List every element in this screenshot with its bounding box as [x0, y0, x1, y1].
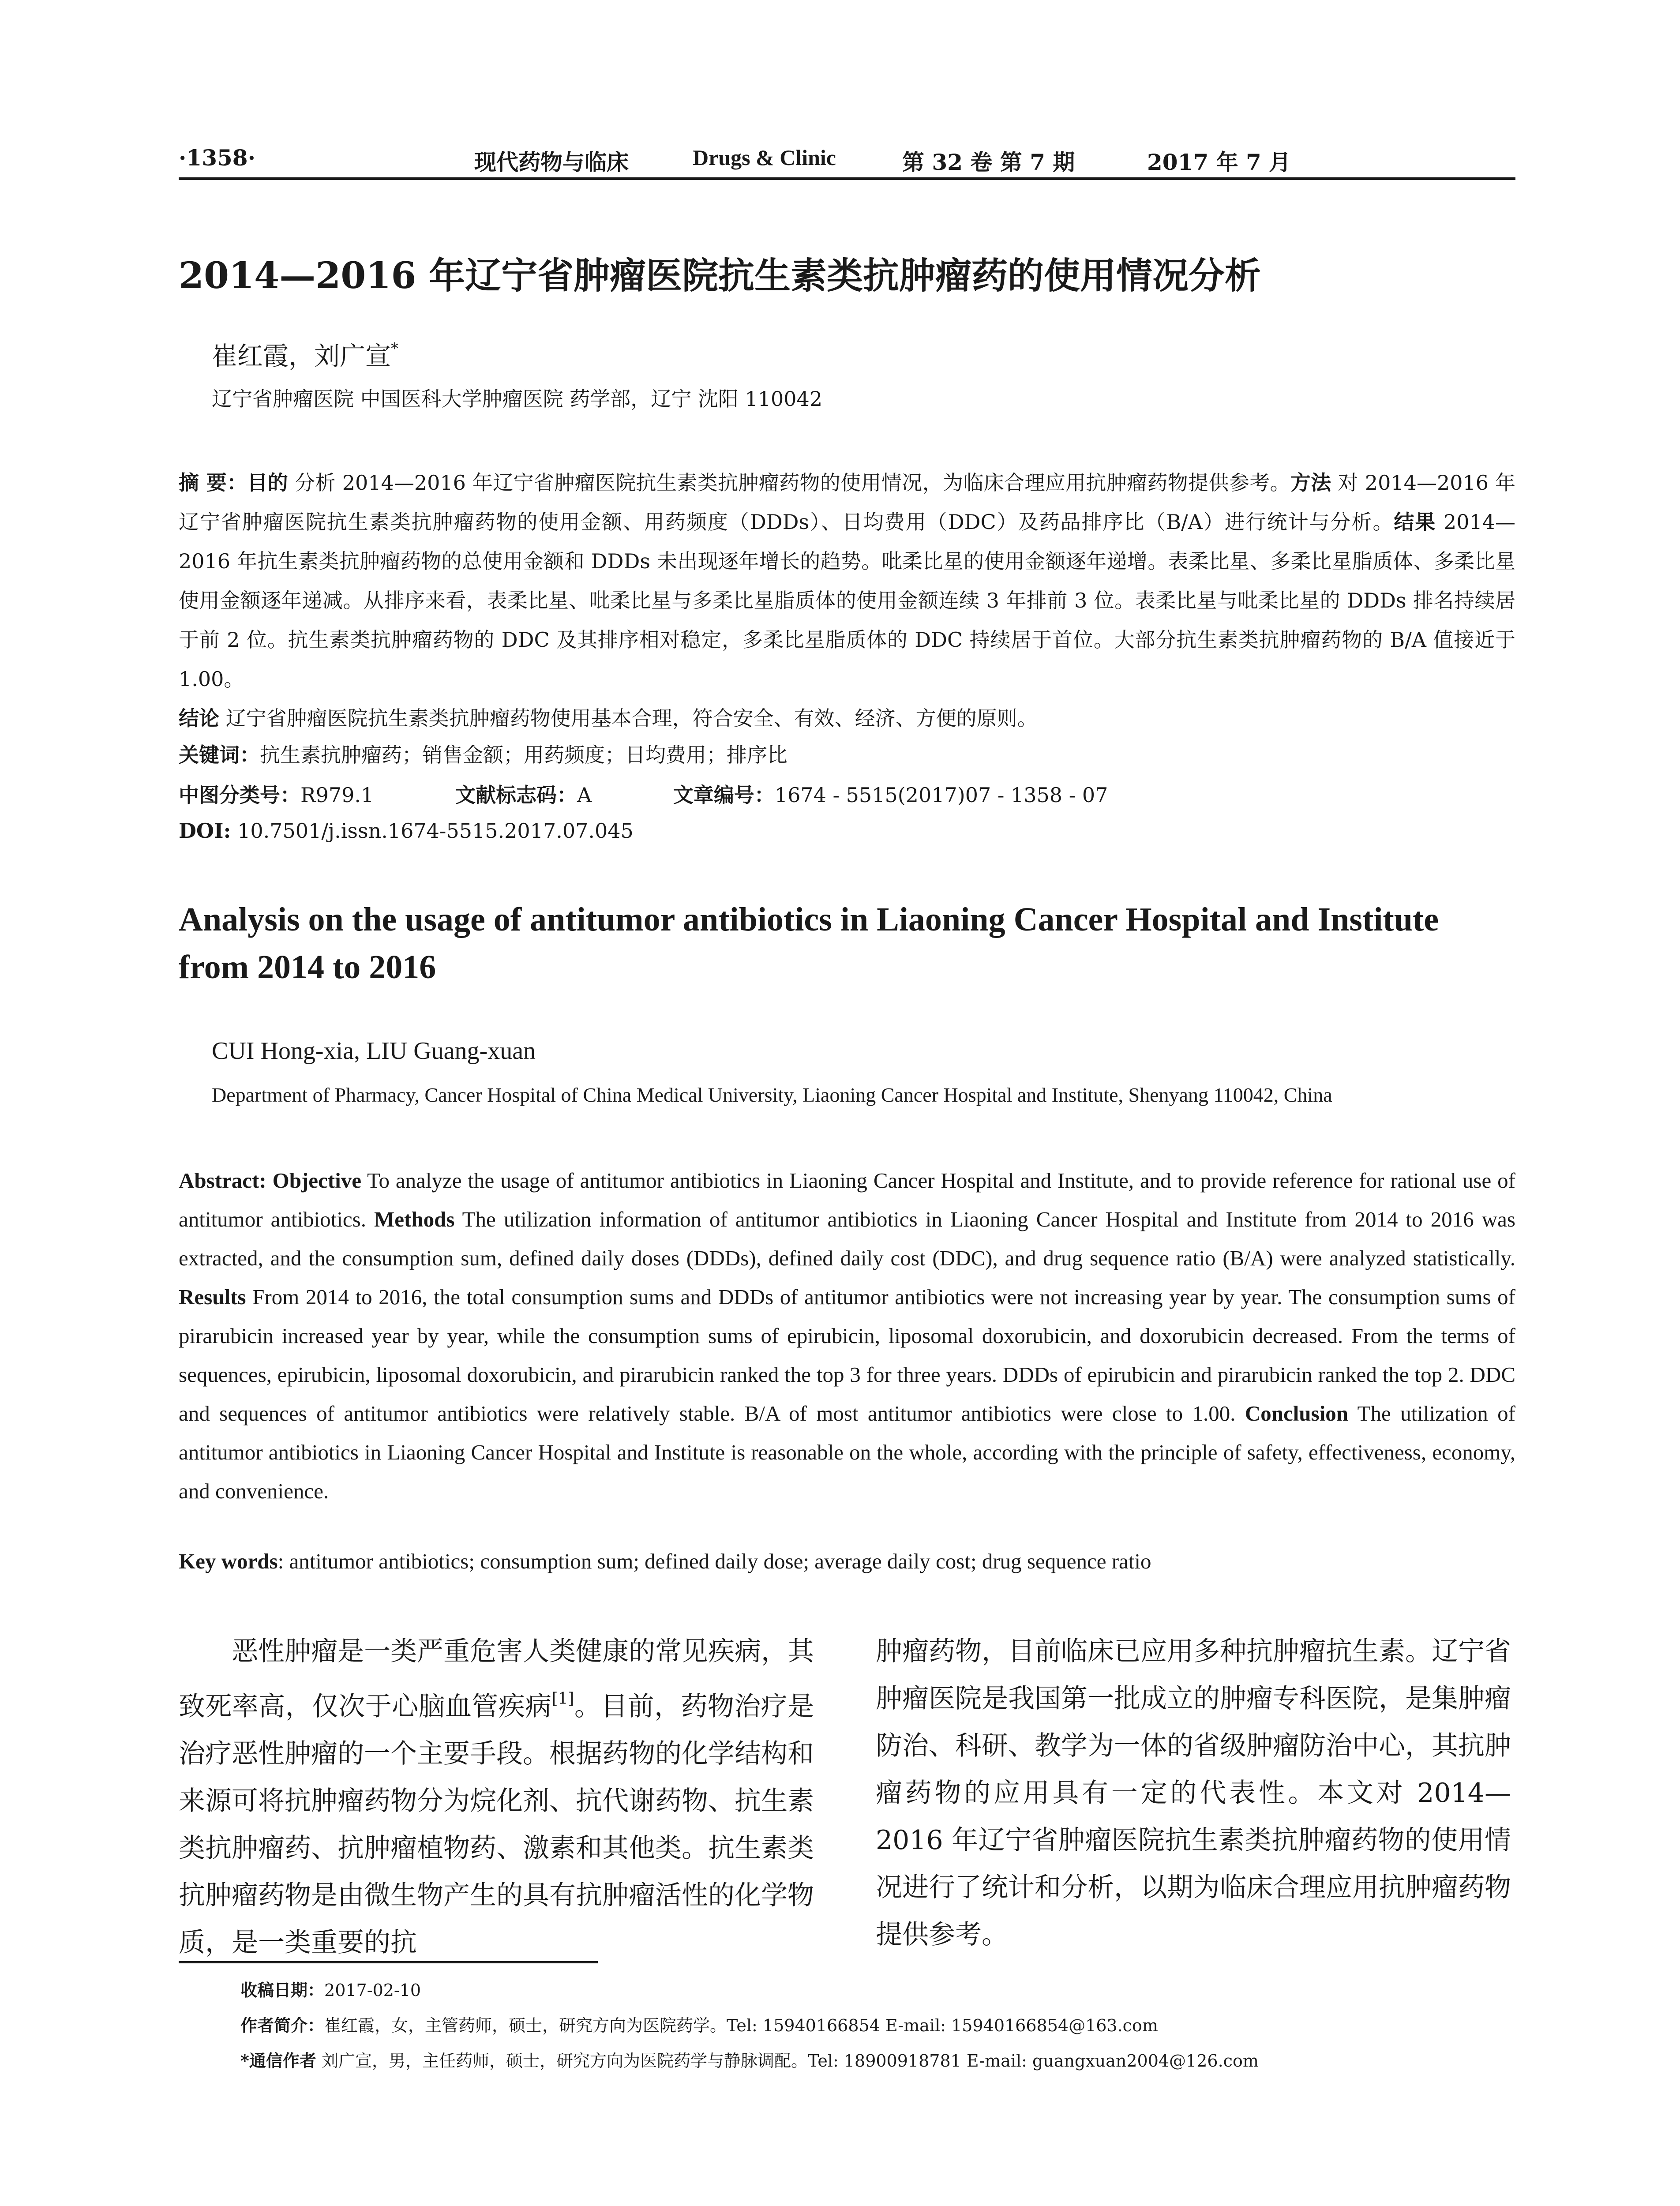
doi-line [179, 819, 634, 843]
received-label: 收稿日期： [240, 1980, 325, 2000]
footnote-rule [179, 1961, 598, 1963]
authors-cn-names: 崔红霞，刘广宣 [212, 341, 391, 371]
authors-cn [212, 335, 398, 372]
objective-label-cn: 目的 [247, 471, 289, 495]
clc-value: R979.1 [300, 783, 374, 807]
body-paragraph-continued: 肿瘤药物，目前临床已应用多种抗肿瘤抗生素。辽宁省肿瘤医院是我国第一批成立的肿瘤专科医院，是集肿瘤防治、科研、教学为一体的省级肿瘤防治中心，其抗肿瘤药物的应用具有一定的代表性。本文对 2014—2016 年辽宁省肿瘤医院抗生素类抗肿瘤药物的使用情况进行了统计和分析，以期为临床合理应用抗肿瘤药物提供参考。 [876, 1636, 1511, 1950]
journal-name-cn: 现代药物与临床 [474, 149, 629, 175]
conclusion-text-cn: 辽宁省肿瘤医院抗生素类抗肿瘤药物使用基本合理，符合安全、有效、经济、方便的原则。 [225, 706, 1038, 730]
clc-label: 中图分类号： [179, 783, 300, 807]
objective-text-cn: 分析 2014—2016 年辽宁省肿瘤医院抗生素类抗肿瘤药物的使用情况，为临床合理应用抗肿瘤药物提供参考。 [295, 471, 1290, 495]
volume-issue: 第 32 卷 第 7 期 [902, 149, 1075, 175]
conclusion-text-en: The utilization of antitumor antibiotics in Liaoning Cancer Hospital and Institute is reasonable on the whole, according with the principle of safety, effectiveness, economy, and convenience. [179, 1401, 1516, 1503]
footnote-author-bio [240, 2012, 1158, 2036]
classification-line [179, 779, 1108, 808]
body-left-text-b: 。目前，药物治疗是治疗恶性肿瘤的一个主要手段。根据药物的化学结构和来源可将抗肿瘤药物分为烷化剂、抗代谢药物、抗生素类抗肿瘤药、抗肿瘤植物药、激素和其他类。抗生素类抗肿瘤药物是由微生物产生的具有抗肿瘤活性的化学物质，是一类重要的抗 [179, 1691, 814, 1958]
results-label-en: Results [179, 1285, 246, 1309]
issue-date: 2017 年 7 月 [1147, 149, 1291, 175]
body-paragraph [179, 1628, 814, 1966]
keywords-cn [179, 739, 788, 768]
body-column-left [179, 1628, 814, 1966]
bio-label: 作者简介： [240, 2015, 325, 2035]
conclusion-label-en: Conclusion [1245, 1401, 1349, 1426]
results-text-cn: 2014—2016 年抗生素类抗肿瘤药物的总使用金额和 DDDs 未出现逐年增长的趋势。吡柔比星的使用金额逐年递增。表柔比星、多柔比星脂质体、多柔比星使用金额逐年递减。从排序来看，表柔比星、吡柔比星与多柔比星脂质体的使用金额连续 3 年排前 3 位。表柔比星与吡柔比星的 DDDs 排名持续居于前 2 位。抗生素类抗肿瘤药物的 DDC 及其排序相对稳定，多柔比星脂质体的 DDC 持续居于首位。大部分抗生素类抗肿瘤药物的 B/A 值接近于 1.00。 [179, 510, 1516, 691]
keywords-cn-text: 抗生素抗肿瘤药；销售金额；用药频度；日均费用；排序比 [260, 743, 788, 767]
objective-text-en: To analyze the usage of antitumor antibiotics in Liaoning Cancer Hospital and Institute, and to provide reference for rational use of antitumor antibiotics. [179, 1168, 1515, 1231]
journal-name-en: Drugs & Clinic [693, 145, 836, 170]
doc-code-value: A [577, 783, 592, 807]
article-no-value: 1674 - 5515(2017)07 - 1358 - 07 [774, 783, 1108, 807]
title-cn: 2014—2016 年辽宁省肿瘤医院抗生素类抗肿瘤药的使用情况分析 [179, 255, 1261, 297]
running-header [179, 140, 1515, 176]
doc-code-label: 文献标志码： [455, 783, 577, 807]
methods-text-cn: 对 2014—2016 年辽宁省肿瘤医院抗生素类抗肿瘤药物的使用金额、用药频度（DDDs）、日均费用（DDC）及药品排序比（B/A）进行统计与分析。 [179, 471, 1516, 534]
authors-en: CUI Hong-xia, LIU Guang-xuan [212, 1037, 536, 1065]
footnote-received [240, 1977, 421, 2001]
abstract-cn-label: 摘 要： [179, 471, 248, 495]
bio-text: 崔红霞，女，主管药师，硕士，研究方向为医院药学。Tel: 15940166854 E-mail: 15940166854@163.com [324, 2016, 1158, 2035]
corr-label: *通信作者 [240, 2051, 316, 2071]
keywords-en [179, 1549, 1515, 1574]
methods-label-cn: 方法 [1290, 471, 1331, 495]
body-column-right [876, 1628, 1511, 1958]
received-date: 2017-02-10 [324, 1981, 421, 2000]
methods-text-en: The utilization information of antitumor antibiotics in Liaoning Cancer Hospital and Institute from 2014 to 2016 was extracted, and the consumption sum, defined daily doses (DDDs), defined daily cost (DDC), and drug sequence ratio (B/A) were analyzed statistically. [179, 1207, 1515, 1270]
abstract-en-label: Abstract: Objective [179, 1168, 361, 1193]
citation-ref: [1] [551, 1690, 574, 1708]
header-rule [179, 177, 1515, 180]
results-text-en: From 2014 to 2016, the total consumption sums and DDDs of antitumor antibiotics were not increasing year by year. The consumption sums of pirarubicin increased year by year, while the consumption sums of epirubicin, liposomal doxorubicin, and doxorubicin decreased. From the terms of sequences, epirubicin, liposomal doxorubicin, and pirarubicin ranked the top 3 for three years. DDDs of epirubicin and pirarubicin ranked the top 2. DDC and sequences of antitumor antibiotics were relatively stable. B/A of most antitumor antibiotics were close to 1.00. [179, 1285, 1515, 1426]
affiliation-cn: 辽宁省肿瘤医院 中国医科大学肿瘤医院 药学部，辽宁 沈阳 110042 [212, 387, 823, 411]
keywords-en-text: : antitumor antibiotics; consumption sum; defined daily dose; average daily cost; drug sequence ratio [278, 1549, 1151, 1573]
title-en: Analysis on the usage of antitumor antibiotics in Liaoning Cancer Hospital and Institute from 2014 to 2016 [179, 901, 1439, 986]
keywords-en-label: Key words [179, 1549, 278, 1573]
keywords-cn-label: 关键词： [179, 743, 260, 767]
page-number: ·1358· [179, 145, 255, 171]
results-label-cn: 结果 [1394, 510, 1436, 534]
methods-label-en: Methods [374, 1207, 455, 1231]
abstract-cn [179, 463, 1515, 738]
doi-label: DOI: [179, 819, 231, 843]
conclusion-label-cn: 结论 [179, 706, 219, 730]
affiliation-en: Department of Pharmacy, Cancer Hospital of China Medical University, Liaoning Cancer Hospital and Institute, Shenyang 110042, China [212, 1084, 1332, 1106]
abstract-en [179, 1161, 1515, 1511]
doi-value: 10.7501/j.issn.1674-5515.2017.07.045 [231, 819, 634, 843]
footnote-corresponding [240, 2047, 1259, 2071]
article-no-label: 文章编号： [673, 783, 775, 807]
corr-text: 刘广宣，男，主任药师，硕士，研究方向为医院药学与静脉调配。Tel: 18900918781 E-mail: guangxuan2004@126.com [316, 2051, 1259, 2071]
corresponding-mark: * [391, 340, 399, 357]
body-left-text-a: 恶性肿瘤是一类严重危害人类健康的常见疾病，其致死率高，仅次于心脑血管疾病 [179, 1636, 814, 1722]
